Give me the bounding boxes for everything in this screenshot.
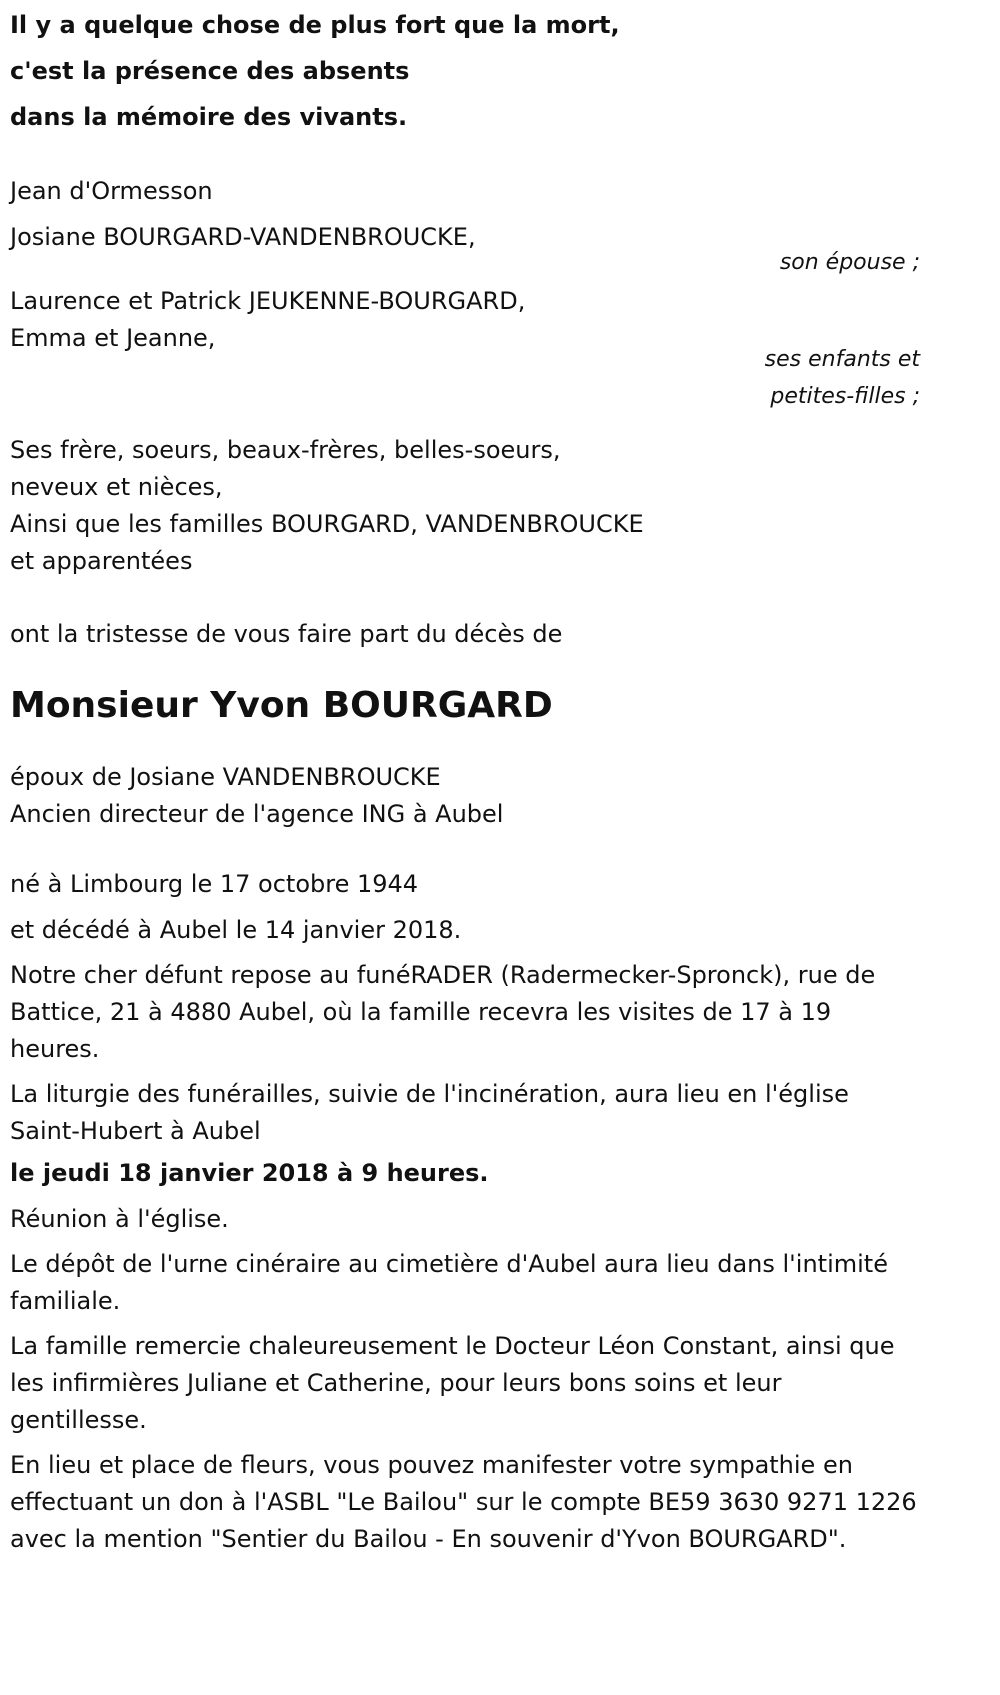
quote-line: Il y a quelque chose de plus fort que la mort, (10, 11, 620, 39)
quote-line: c'est la présence des absents (10, 57, 410, 85)
relatives-line: et apparentées (10, 547, 193, 575)
spouse-name: Josiane BOURGARD-VANDENBROUCKE, (10, 223, 476, 251)
death-line: et décédé à Aubel le 14 janvier 2018. (10, 916, 462, 944)
donation-paragraph: En lieu et place de fleurs, vous pouvez manifester votre sympathie en effectuant un don à l'ASBL "Le Bailou" sur le compte BE59 3630 9271 1226 avec la mention "Sentier du Bailou - En souvenir d'Yvon BOURGARD". (10, 1451, 917, 1553)
repose-paragraph: Notre cher défunt repose au funéRADER (Radermecker-Spronck), rue de Battice, 21 à 4880 Aubel, où la famille recevra les visites de 17 à 19 heures. (10, 961, 876, 1063)
quote-block (10, 2, 920, 140)
deceased-name: Monsieur Yvon BOURGARD (10, 685, 553, 726)
announcement-text: ont la tristesse de vous faire part du décès de (10, 620, 563, 648)
liturgy-paragraph: La liturgie des funérailles, suivie de l'incinération, aura lieu en l'église Saint-Hubert à Aubel (10, 1080, 849, 1145)
relatives-line: Ses frère, soeurs, beaux-frères, belles-soeurs, (10, 436, 561, 464)
quote-line: dans la mémoire des vivants. (10, 103, 408, 131)
children-line: Emma et Jeanne, (10, 324, 216, 352)
children-relation: petites-filles ; (770, 384, 920, 409)
obituary-notice (10, 0, 920, 1558)
thanks-paragraph: La famille remercie chaleureusement le Docteur Léon Constant, ainsi que les infirmières Juliane et Catherine, pour leurs bons soins et leur gentillesse. (10, 1332, 895, 1434)
quote-author: Jean d'Ormesson (10, 177, 213, 205)
children-relation: ses enfants et (764, 347, 920, 372)
liturgy-date: le jeudi 18 janvier 2018 à 9 heures. (10, 1159, 489, 1187)
children-line: Laurence et Patrick JEUKENNE-BOURGARD, (10, 287, 526, 315)
spouse-line: époux de Josiane VANDENBROUCKE (10, 763, 441, 791)
role-line: Ancien directeur de l'agence ING à Aubel (10, 800, 504, 828)
relatives-line: neveux et nièces, (10, 473, 223, 501)
other-relatives (10, 432, 920, 580)
spouse-relation: son épouse ; (779, 250, 920, 275)
birth-line: né à Limbourg le 17 octobre 1944 (10, 870, 419, 898)
deceased-info (10, 759, 920, 833)
urn-paragraph: Le dépôt de l'urne cinéraire au cimetière d'Aubel aura lieu dans l'intimité familiale. (10, 1250, 888, 1315)
relatives-line: Ainsi que les familles BOURGARD, VANDENBROUCKE (10, 510, 644, 538)
meeting-line: Réunion à l'église. (10, 1205, 229, 1233)
